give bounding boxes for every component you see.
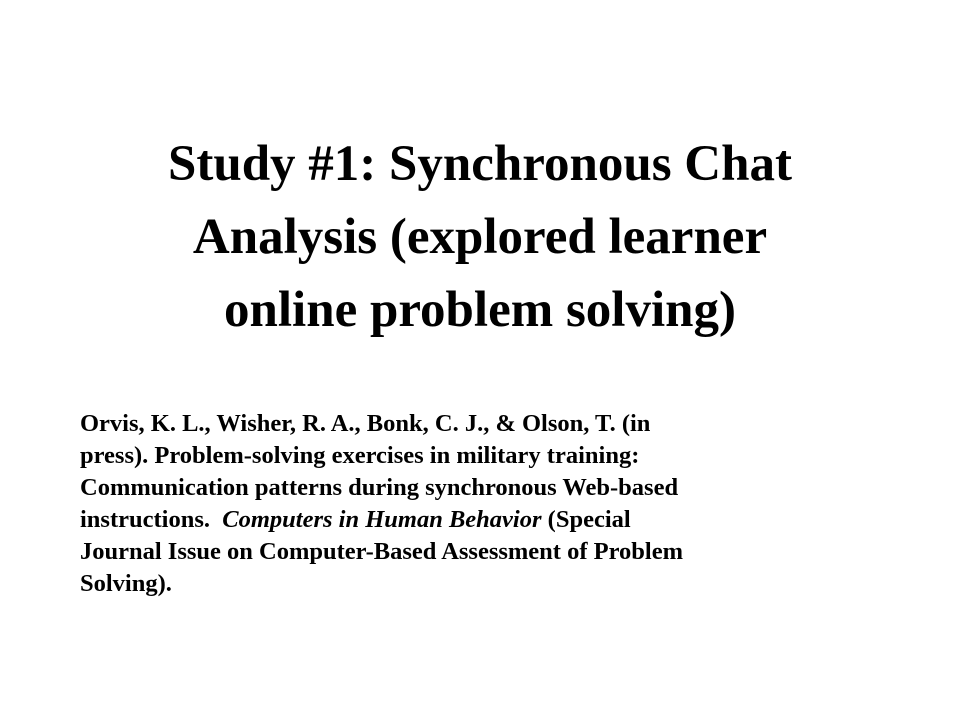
slide-title xyxy=(60,128,900,347)
citation-line-4-suffix: (Special xyxy=(541,506,631,533)
citation-line-5: Journal Issue on Computer-Based Assessment of Problem xyxy=(80,538,683,565)
title-line-1: Study #1: Synchronous Chat xyxy=(167,136,792,192)
citation-line-6: Solving). xyxy=(80,570,172,597)
citation-line-4-prefix: instructions. xyxy=(80,506,223,533)
citation-reference xyxy=(80,408,900,600)
citation-line-1: Orvis, K. L., Wisher, R. A., Bonk, C. J., & Olson, T. (in xyxy=(80,410,651,437)
title-line-3: online problem solving) xyxy=(224,282,736,338)
journal-title: Computers in Human Behavior xyxy=(222,506,542,533)
citation-line-3: Communication patterns during synchronous Web-based xyxy=(80,474,679,501)
citation-line-2: press). Problem-solving exercises in military training: xyxy=(80,442,640,469)
title-line-2: Analysis (explored learner xyxy=(192,209,768,265)
citation-line-4 xyxy=(80,504,900,536)
